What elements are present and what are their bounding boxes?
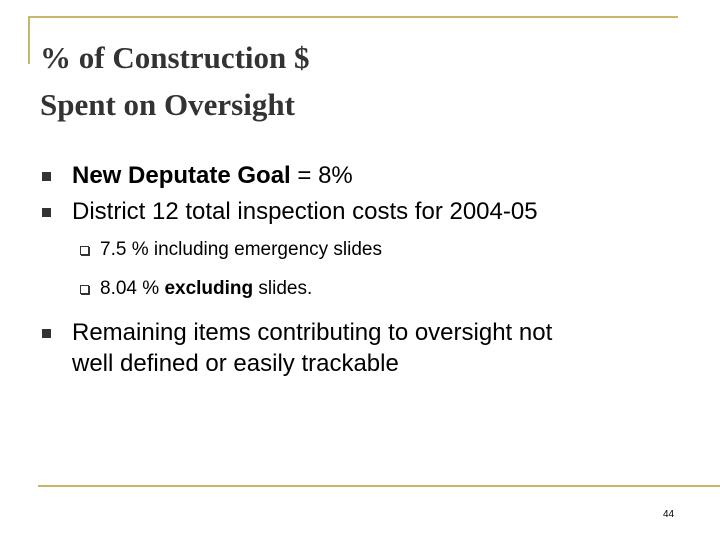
slide-title — [40, 34, 640, 128]
frame-left-rule — [28, 16, 30, 64]
sub-bullet-item — [100, 238, 700, 262]
sub-bullet-bold-text: excluding — [164, 278, 254, 299]
sub-bullet-checkbox-icon — [80, 285, 89, 294]
bullet-item — [72, 317, 712, 379]
bullet-text-line-2: well defined or easily trackable — [72, 350, 399, 377]
bullet-square-icon — [42, 172, 51, 181]
bullet-text: District 12 total inspection costs for 2004-05 — [72, 198, 538, 225]
bullet-text: = 8% — [290, 162, 353, 189]
title-line-2: Spent on Oversight — [40, 87, 295, 122]
sub-bullet-post-text: slides. — [253, 278, 313, 299]
frame-bottom-rule — [38, 485, 720, 487]
frame-top-rule — [28, 16, 678, 18]
page-number: 44 — [663, 509, 675, 520]
bullet-item — [72, 196, 712, 227]
bullet-item — [72, 160, 712, 191]
bullet-text-line-1: Remaining items contributing to oversight not — [72, 319, 553, 346]
sub-bullet-checkbox-icon — [80, 246, 89, 255]
sub-bullet-text: 7.5 % including emergency slides — [100, 239, 382, 260]
bullet-bold-text: New Deputate Goal — [72, 162, 291, 189]
sub-bullet-pre-text: 8.04 % — [100, 278, 165, 299]
bullet-square-icon — [42, 329, 51, 338]
title-line-1: % of Construction $ — [40, 40, 310, 75]
sub-bullet-item — [100, 277, 700, 301]
bullet-square-icon — [42, 208, 51, 217]
